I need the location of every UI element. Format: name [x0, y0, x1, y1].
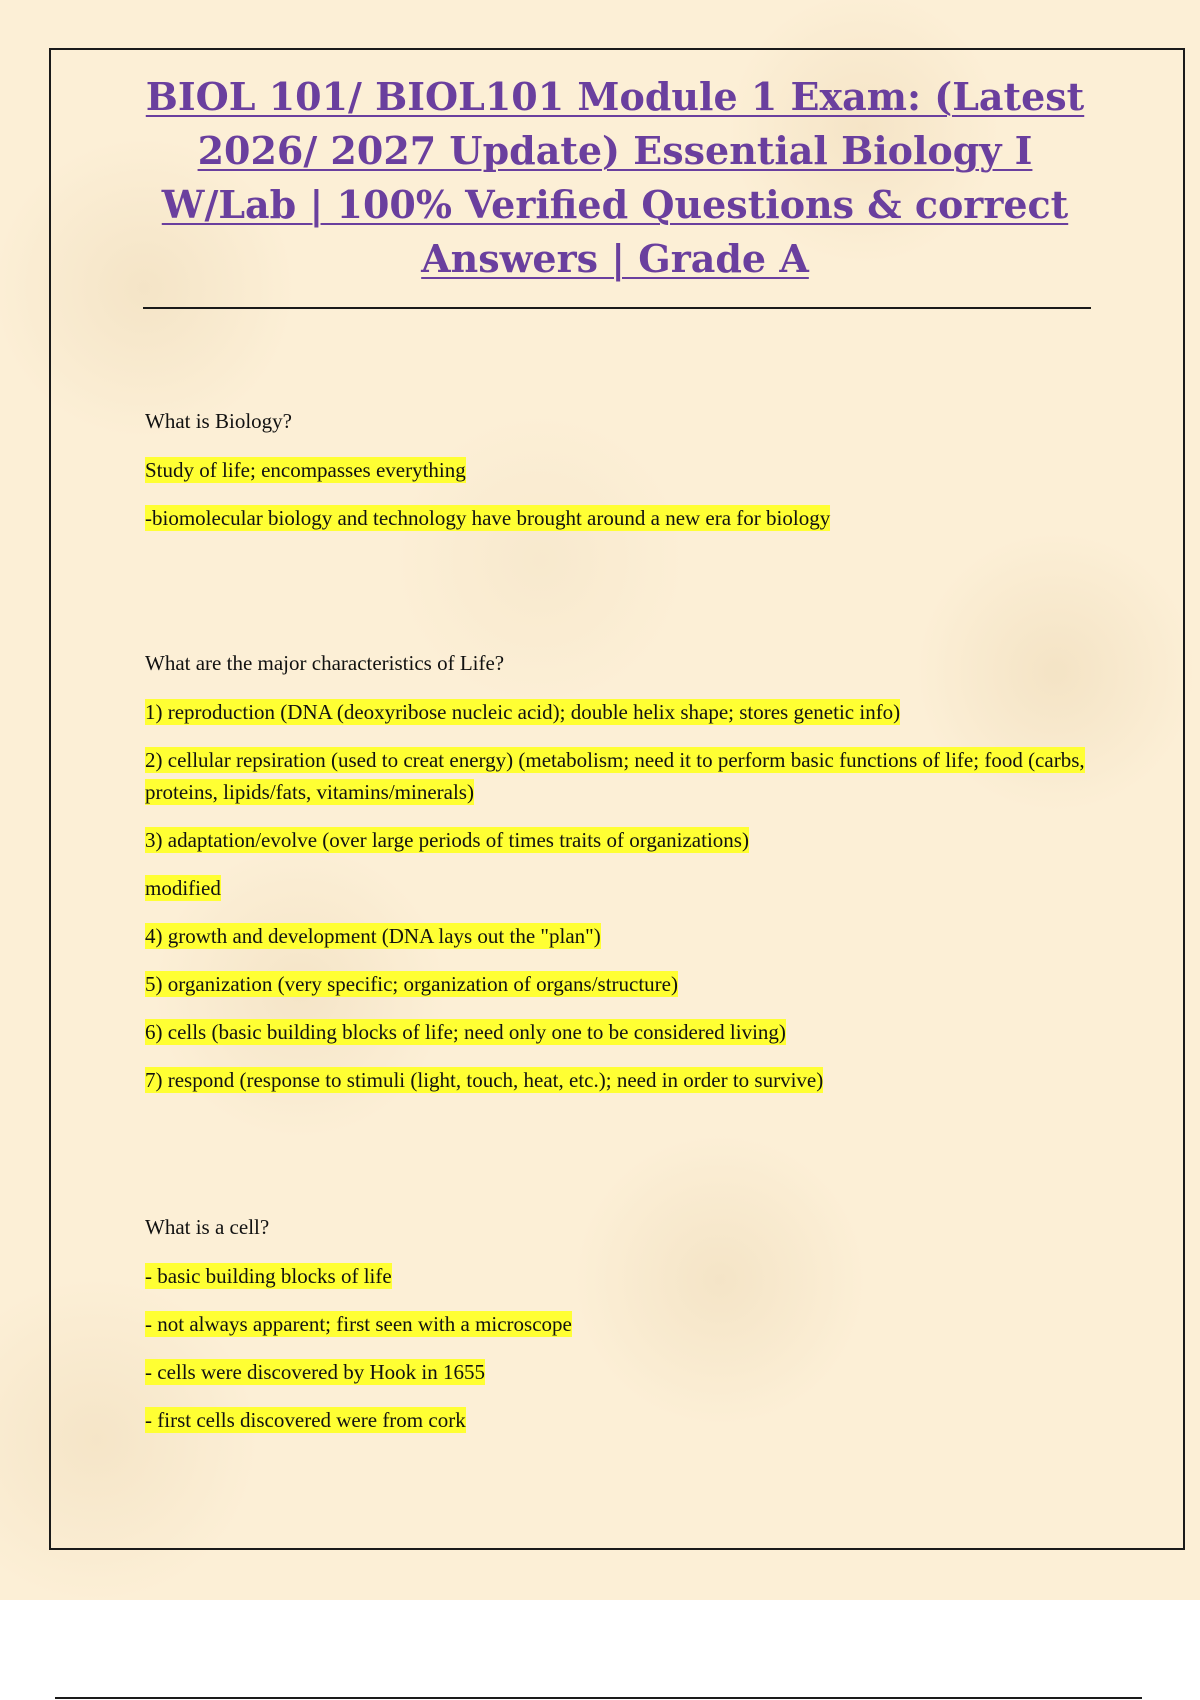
answer-line — [145, 824, 1085, 856]
answer-line — [145, 1404, 1085, 1436]
answer-line — [145, 1356, 1085, 1388]
highlighted-answer: 4) growth and development (DNA lays out the "plan") — [145, 924, 601, 948]
answer-line — [145, 872, 1085, 904]
qa-section-cell — [145, 1214, 1085, 1436]
highlighted-answer: - first cells discovered were from cork — [145, 1408, 466, 1432]
question-text: What is Biology? — [145, 409, 292, 433]
highlighted-answer: modified — [145, 876, 221, 900]
highlighted-answer: 2) cellular repsiration (used to creat energy) (metabolism; need it to perform basic functions of life; food (carbs, proteins, lipids/fats, vitamins/minerals) — [145, 748, 1085, 804]
qa-section-characteristics-of-life — [145, 650, 1085, 1096]
question-text: What is a cell? — [145, 1215, 270, 1239]
highlighted-answer: 5) organization (very specific; organization of organs/structure) — [145, 972, 678, 996]
answer-line — [145, 502, 1085, 534]
highlighted-answer: 7) respond (response to stimuli (light, touch, heat, etc.); need in order to survive) — [145, 1068, 824, 1092]
answer-line — [145, 696, 1085, 728]
highlighted-answer: Study of life; encompasses everything — [145, 458, 466, 482]
highlighted-answer: - not always apparent; first seen with a microscope — [145, 1312, 572, 1336]
highlighted-answer: -biomolecular biology and technology have brought around a new era for biology — [145, 506, 831, 530]
document-title: BIOL 101/ BIOL101 Module 1 Exam: (Latest 2026/ 2027 Update) Essential Biology I W/Lab | 100% Verified Questions & correct Answers | Grade A — [145, 74, 1085, 281]
answer-line — [145, 1064, 1085, 1096]
answer-line — [145, 744, 1085, 808]
qa-section-biology — [145, 408, 1085, 534]
highlighted-answer: 6) cells (basic building blocks of life; need only one to be considered living) — [145, 1020, 786, 1044]
answer-line — [145, 920, 1085, 952]
answer-line — [145, 1016, 1085, 1048]
title-divider — [143, 307, 1091, 309]
question-text: What are the major characteristics of Life? — [145, 651, 505, 675]
highlighted-answer: - basic building blocks of life — [145, 1264, 392, 1288]
answer-line — [145, 1260, 1085, 1292]
footer-divider — [55, 1697, 1142, 1699]
highlighted-answer: 1) reproduction (DNA (deoxyribose nucleic acid); double helix shape; stores genetic info) — [145, 700, 901, 724]
highlighted-answer: - cells were discovered by Hook in 1655 — [145, 1360, 485, 1384]
answer-line — [145, 1308, 1085, 1340]
answer-line — [145, 968, 1085, 1000]
answer-line — [145, 454, 1085, 486]
highlighted-answer: 3) adaptation/evolve (over large periods of times traits of organizations) — [145, 828, 749, 852]
